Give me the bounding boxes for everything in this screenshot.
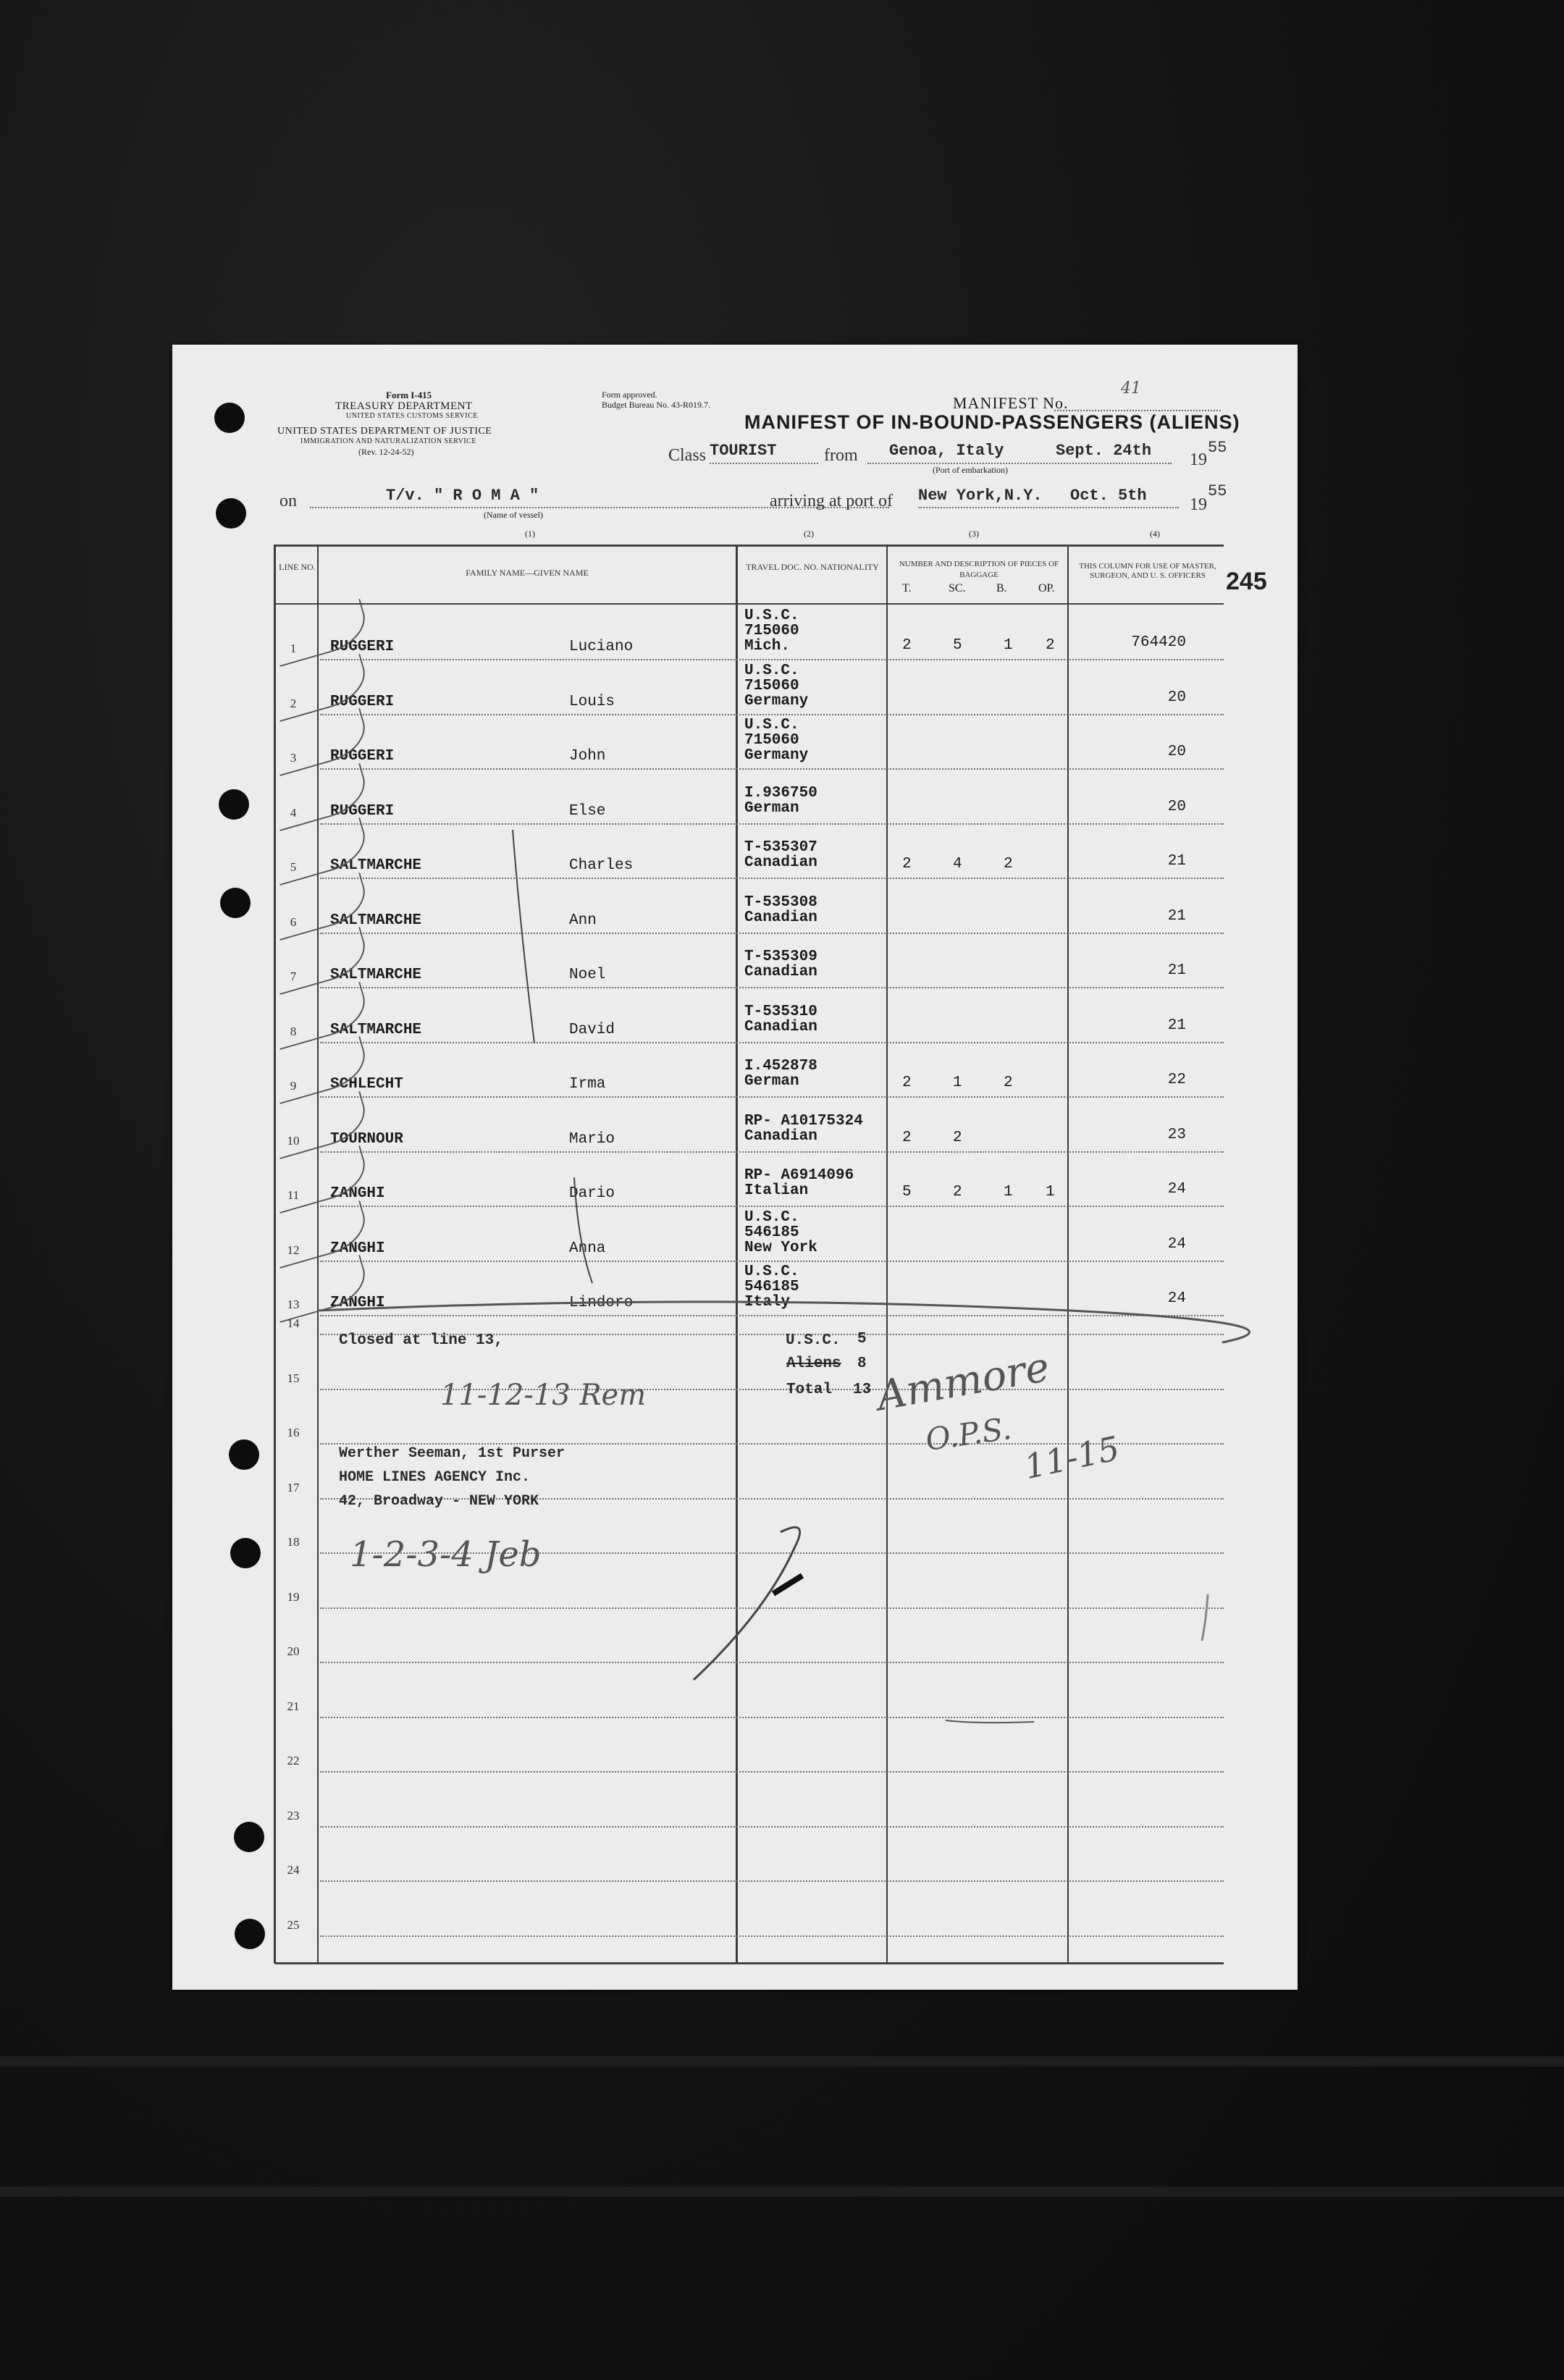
baggage-count: 4 — [953, 856, 962, 872]
given-name: Mario — [569, 1130, 615, 1148]
line-number: 16 — [287, 1426, 300, 1439]
year-suffix: 55 — [1208, 482, 1227, 500]
travel-doc-line: T-535308 — [744, 893, 817, 911]
baggage-count: 5 — [902, 1184, 912, 1200]
travel-doc-line: New York — [744, 1239, 817, 1256]
baggage-sub-op: OP. — [1038, 582, 1055, 594]
manifest-number-label: MANIFEST No. — [953, 394, 1069, 412]
baggage-count: 2 — [902, 1129, 912, 1146]
given-name: Dario — [569, 1185, 615, 1202]
travel-doc-line: I.936750 — [744, 784, 817, 802]
officer-code: 20 — [1167, 744, 1186, 760]
line-number: 8 — [290, 1024, 297, 1038]
baggage-header: NUMBER AND DESCRIPTION OF PIECES OF BAGGAGE — [899, 560, 1059, 579]
baggage-count: 1 — [1004, 1184, 1013, 1200]
form-number: Form I-415 — [386, 390, 432, 400]
travel-doc-line: German — [744, 799, 799, 817]
line-number: 10 — [287, 1133, 300, 1148]
manifest-title: MANIFEST OF IN-BOUND-PASSENGERS (ALIENS) — [744, 411, 1240, 433]
officer-code: 24 — [1167, 1290, 1186, 1307]
family-name: RUGGERI — [330, 748, 395, 765]
manifest-page — [172, 345, 1298, 1990]
line-number: 18 — [287, 1535, 300, 1549]
officer-code: 24 — [1167, 1181, 1186, 1198]
dept-line: (Rev. 12-24-52) — [358, 447, 414, 457]
given-name: Anna — [569, 1240, 606, 1257]
given-name: Luciano — [569, 639, 634, 655]
line-number: 17 — [287, 1480, 300, 1494]
line-number: 13 — [287, 1298, 300, 1311]
travel-doc-line: T-535307 — [744, 839, 817, 856]
line-number: 24 — [287, 1863, 300, 1877]
family-name: SALTMARCHE — [330, 912, 422, 929]
travel-doc-line: 546185 — [744, 1279, 799, 1295]
given-name: Charles — [569, 857, 634, 874]
dept-line: IMMIGRATION AND NATURALIZATION SERVICE — [300, 437, 476, 445]
handwritten-signature: Ammore — [873, 1343, 1054, 1421]
officer-code: 764420 — [1131, 634, 1186, 651]
travel-doc-line: U.S.C. — [744, 607, 799, 624]
travel-doc-line: U.S.C. — [744, 717, 799, 733]
baggage-sub-t: T. — [902, 582, 912, 594]
closed-note: Closed at line 13, — [339, 1332, 503, 1349]
embarkation-date: Sept. 24th — [1056, 442, 1152, 460]
given-name: Irma — [569, 1076, 606, 1093]
family-name: ZANGHI — [330, 1240, 385, 1257]
travel-doc-line: 715060 — [744, 677, 799, 694]
travel-doc-line: Canadian — [744, 964, 817, 980]
line-number: 12 — [287, 1242, 300, 1257]
port-caption: (Port of embarkation) — [933, 465, 1008, 475]
officer-code: 21 — [1167, 853, 1186, 870]
aliens-label: Aliens — [786, 1355, 841, 1372]
year-prefix: 19 — [1190, 495, 1207, 514]
line-number: 2 — [290, 696, 297, 710]
travel-doc-line: U.S.C. — [744, 1208, 799, 1226]
officer-code: 21 — [1167, 962, 1186, 979]
column-number: (3) — [969, 529, 979, 539]
travel-doc-line: RP- A6914096 — [744, 1167, 854, 1184]
arrival-date: Oct. 5th — [1070, 487, 1147, 505]
dept-line: UNITED STATES CUSTOMS SERVICE — [346, 412, 478, 420]
officer-code: 21 — [1167, 907, 1186, 925]
travel-doc-line: Canadian — [744, 854, 817, 871]
officer-code: 24 — [1167, 1235, 1186, 1253]
handwritten-note: 11-12-13 Rem — [440, 1379, 647, 1412]
year-prefix: 19 — [1190, 450, 1207, 469]
handwritten-initials: O.P.S. — [923, 1410, 1014, 1458]
baggage-count: 2 — [1046, 637, 1055, 654]
given-name: Ann — [569, 912, 597, 929]
travel-doc-line: T-535310 — [744, 1003, 817, 1020]
travel-doc-line: Italian — [744, 1182, 809, 1199]
travel-doc-line: RP- A10175324 — [744, 1112, 863, 1130]
dept-line: UNITED STATES DEPARTMENT OF JUSTICE — [277, 426, 492, 437]
given-name: Lindoro — [569, 1295, 634, 1311]
total-count: 13 — [853, 1382, 872, 1398]
family-name: RUGGERI — [330, 639, 395, 655]
line-number: 22 — [287, 1754, 300, 1767]
family-name: TOURNOUR — [330, 1130, 403, 1148]
baggage-sub-sc: SC. — [949, 582, 966, 594]
vessel-name: T/v. " R O M A " — [386, 487, 539, 505]
line-number: 14 — [287, 1316, 300, 1330]
baggage-count: 1 — [1004, 637, 1013, 654]
usc-label: U.S.C. — [786, 1332, 841, 1349]
family-name: ZANGHI — [330, 1295, 385, 1311]
vessel-caption: (Name of vessel) — [484, 510, 543, 520]
travel-doc-line: 715060 — [744, 623, 799, 639]
travel-doc-line: Canadian — [744, 1127, 817, 1145]
aliens-count: 8 — [857, 1355, 867, 1372]
baggage-count: 2 — [1004, 1075, 1013, 1091]
line-number: 7 — [290, 970, 297, 983]
line-number: 20 — [287, 1644, 300, 1658]
baggage-count: 1 — [953, 1075, 962, 1091]
year-suffix: 55 — [1208, 439, 1227, 457]
baggage-sub-b: B. — [996, 582, 1007, 594]
column-number: (1) — [525, 529, 535, 539]
handwritten-note: 1-2-3-4 Jeb — [350, 1534, 542, 1575]
given-name: John — [569, 748, 606, 765]
line-number: 23 — [287, 1808, 300, 1822]
travel-doc-line: Mich. — [744, 638, 791, 655]
given-name: Louis — [569, 693, 615, 710]
arrival-port: New York,N.Y. — [918, 487, 1043, 505]
travel-doc-line: Canadian — [744, 1018, 817, 1035]
family-name: SALTMARCHE — [330, 1021, 422, 1038]
officer-code: 23 — [1167, 1126, 1186, 1143]
family-name-header: FAMILY NAME—GIVEN NAME — [466, 568, 589, 578]
handwritten-note: 11-15 — [1020, 1428, 1123, 1487]
line-no-header: LINE NO. — [279, 562, 316, 572]
purser-line: Werther Seeman, 1st Purser — [339, 1445, 566, 1462]
baggage-count: 2 — [953, 1129, 962, 1146]
on-label: on — [279, 492, 297, 510]
scan-band — [0, 2187, 1564, 2197]
baggage-count: 2 — [902, 856, 912, 872]
baggage-count: 5 — [953, 637, 962, 654]
officer-code: 22 — [1167, 1072, 1186, 1088]
given-name: David — [569, 1021, 615, 1038]
travel-doc-line: T-535309 — [744, 949, 817, 965]
line-number: 5 — [290, 860, 297, 874]
embarkation-port: Genoa, Italy — [889, 442, 1004, 460]
line-number: 4 — [290, 805, 297, 820]
line-number: 11 — [287, 1188, 300, 1202]
pen-strokes — [172, 345, 1298, 1990]
travel-doc-line: I.452878 — [744, 1058, 817, 1075]
manifest-number: 41 — [1121, 379, 1141, 398]
travel-doc-line: Germany — [744, 692, 809, 710]
officer-code: 20 — [1167, 798, 1186, 815]
from-label: from — [824, 446, 858, 465]
family-name: ZANGHI — [330, 1185, 385, 1202]
family-name: SALTMARCHE — [330, 857, 422, 874]
usc-count: 5 — [857, 1331, 867, 1347]
given-name: Else — [569, 802, 606, 820]
officers-header: THIS COLUMN FOR USE OF MASTER, SURGEON, AND U. S. OFFICERS — [1079, 562, 1216, 580]
line-number: 3 — [290, 751, 297, 765]
travel-doc-line: Germany — [744, 747, 809, 764]
line-number: 19 — [287, 1589, 300, 1604]
travel-doc-line: U.S.C. — [744, 662, 799, 679]
line-number: 15 — [287, 1371, 300, 1385]
officer-code: 21 — [1167, 1017, 1186, 1034]
baggage-count: 1 — [1046, 1184, 1055, 1200]
column-number: (4) — [1150, 529, 1160, 539]
given-name: Noel — [569, 967, 606, 983]
line-number: 1 — [290, 642, 297, 655]
travel-doc-header: TRAVEL DOC. NO. NATIONALITY — [746, 562, 879, 572]
arriving-label: arriving at port of — [770, 492, 893, 510]
agency-line: HOME LINES AGENCY Inc. — [339, 1469, 531, 1486]
family-name: SCHLECHT — [330, 1076, 403, 1093]
line-number: 25 — [287, 1917, 300, 1932]
page-stamp: 245 — [1226, 568, 1267, 595]
scan-band — [0, 2056, 1564, 2066]
approved-line: Form approved. — [602, 390, 657, 400]
travel-doc-line: 715060 — [744, 732, 799, 749]
travel-doc-line: U.S.C. — [744, 1263, 799, 1280]
dept-line: TREASURY DEPARTMENT — [335, 400, 473, 412]
family-name: SALTMARCHE — [330, 967, 422, 983]
baggage-count: 2 — [902, 637, 912, 654]
family-name: RUGGERI — [330, 802, 395, 820]
class-value: TOURIST — [710, 442, 777, 460]
baggage-count: 2 — [1004, 856, 1013, 872]
family-name: RUGGERI — [330, 693, 395, 710]
line-number: 21 — [287, 1699, 300, 1713]
line-number: 9 — [290, 1079, 297, 1093]
address-line: 42, Broadway - NEW YORK — [339, 1493, 539, 1510]
officer-code: 20 — [1167, 689, 1186, 706]
travel-doc-line: 546185 — [744, 1224, 799, 1241]
approved-line: Budget Bureau No. 43-R019.7. — [602, 400, 710, 410]
column-number: (2) — [804, 529, 814, 539]
travel-doc-line: Canadian — [744, 909, 817, 926]
line-number: 6 — [290, 914, 297, 929]
baggage-count: 2 — [953, 1184, 962, 1200]
class-label: Class — [668, 446, 707, 465]
travel-doc-line: Italy — [744, 1294, 791, 1311]
total-label: Total — [786, 1382, 833, 1398]
baggage-count: 2 — [902, 1075, 912, 1091]
travel-doc-line: German — [744, 1073, 799, 1090]
